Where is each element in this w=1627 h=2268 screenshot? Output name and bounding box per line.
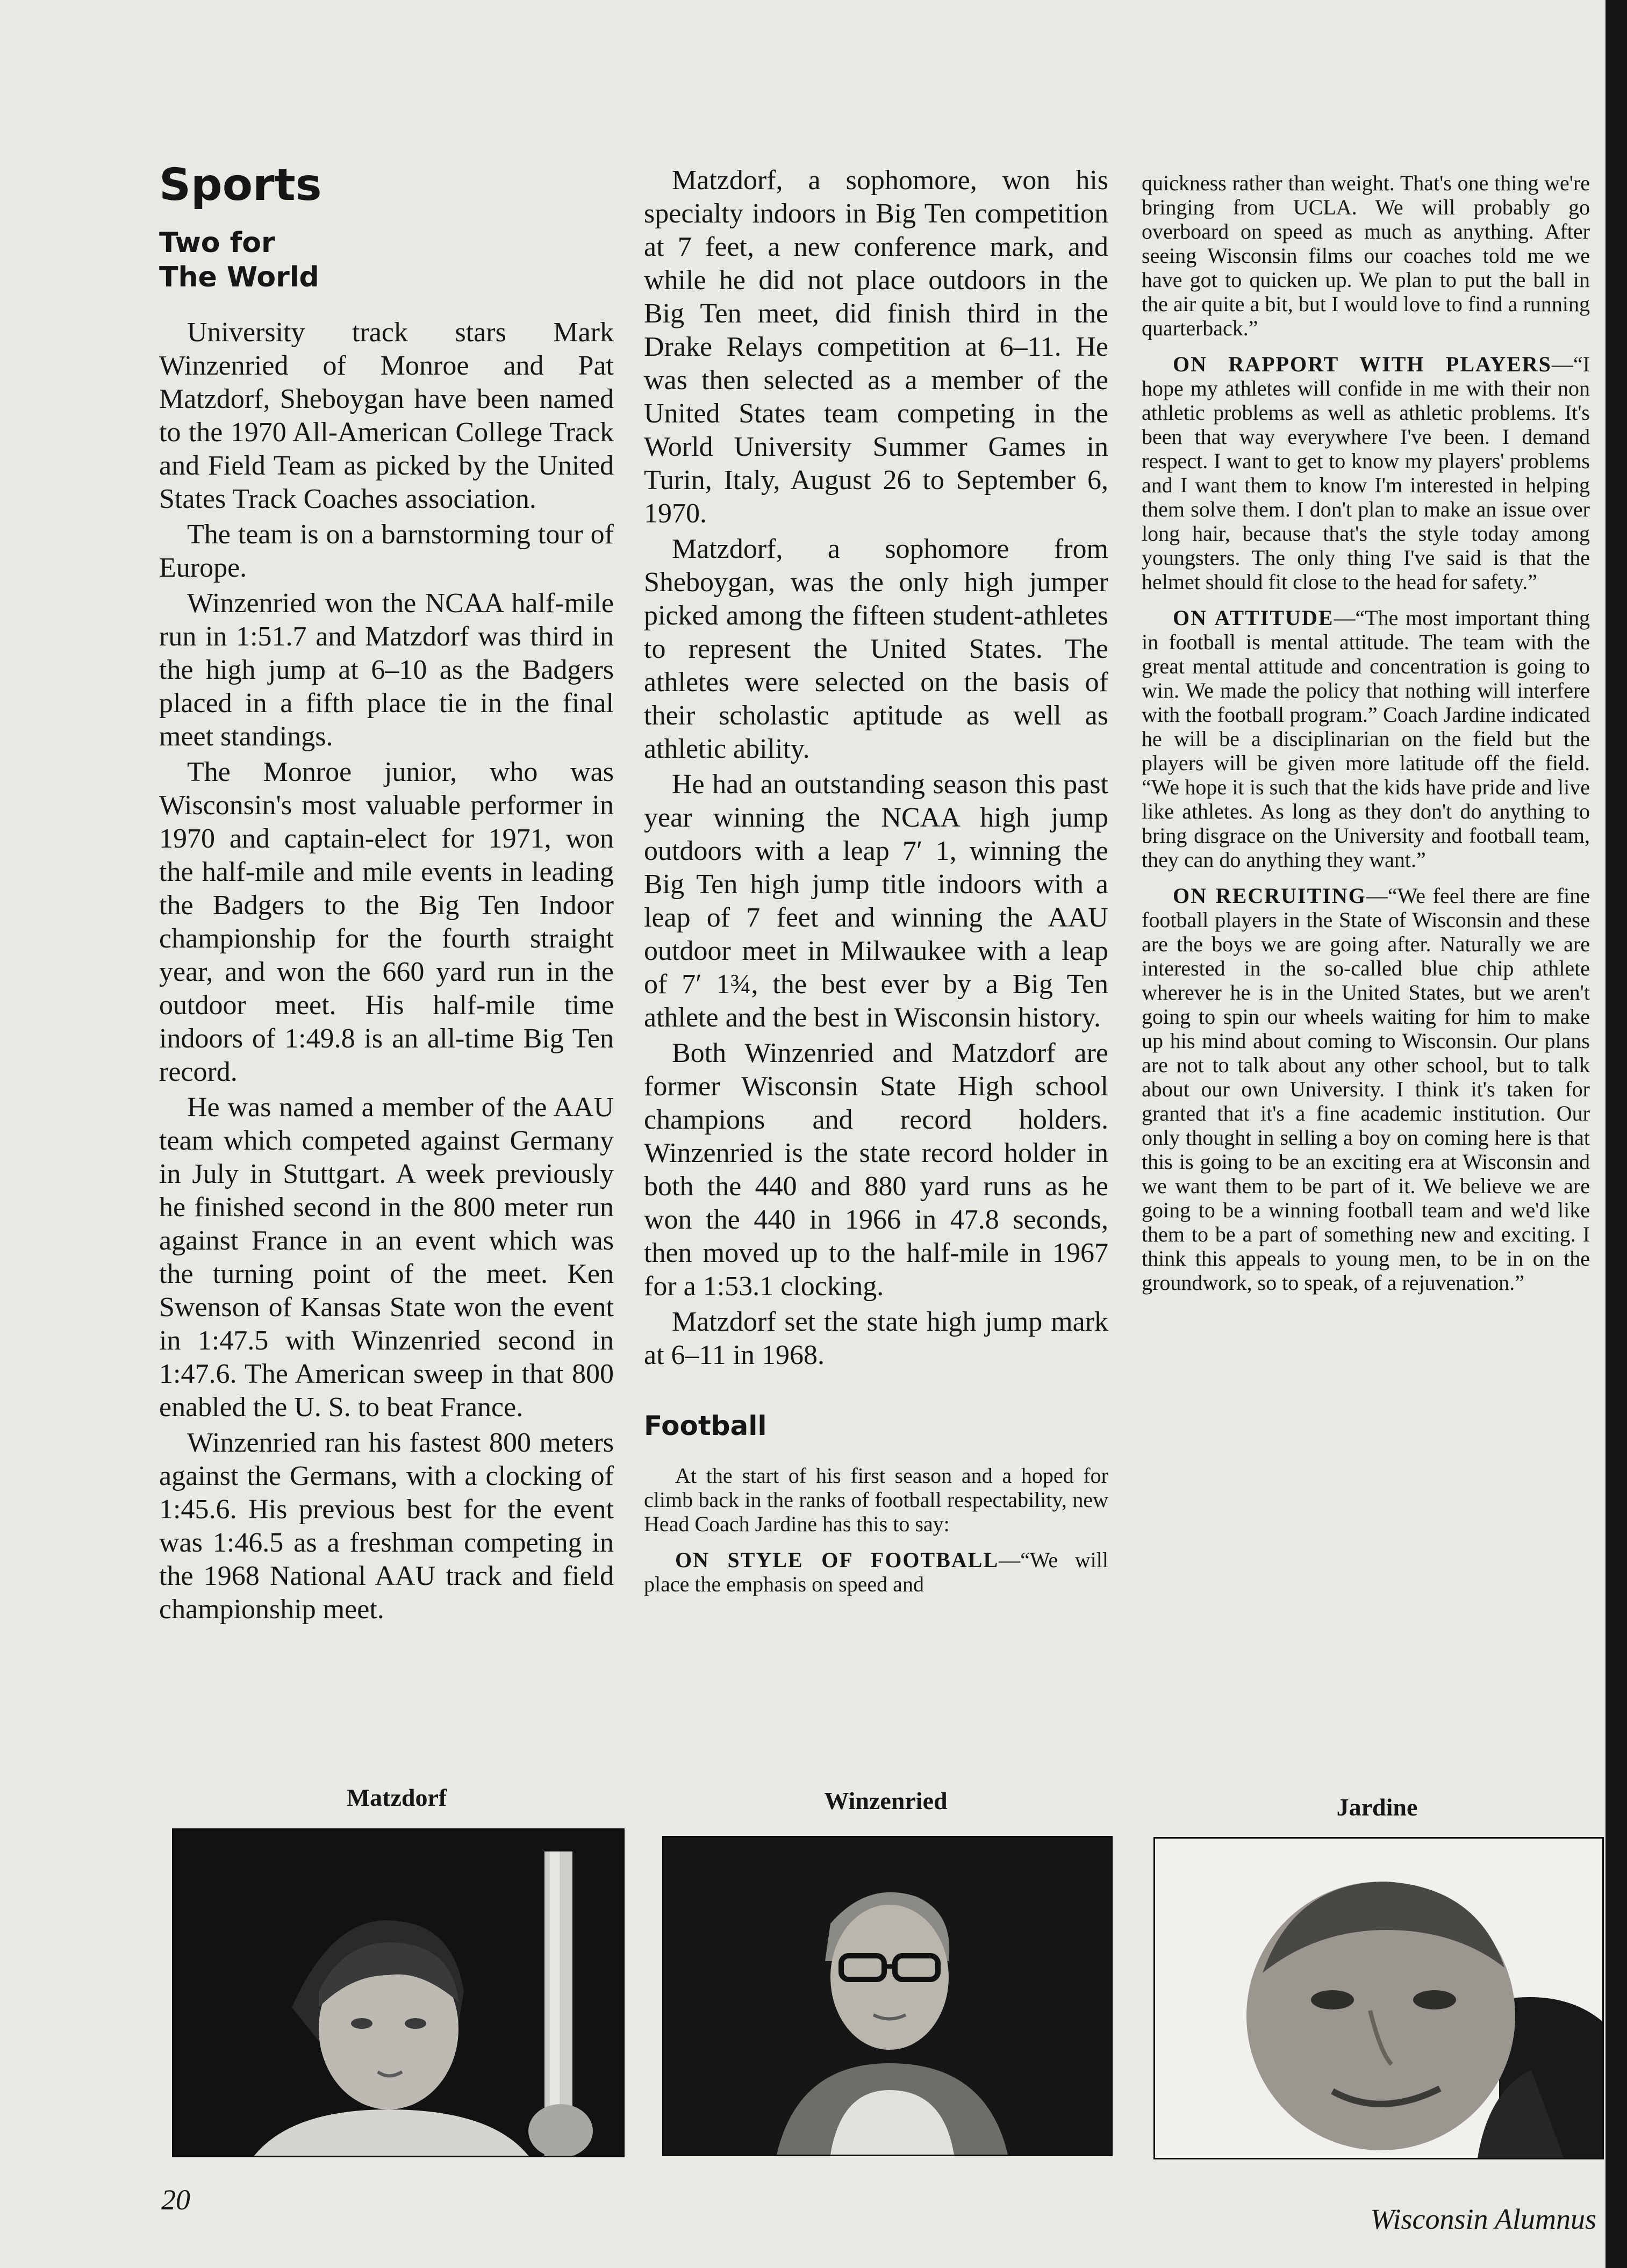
paragraph: He was named a member of the AAU team which competed against Germany in July in Stuttgart. A week previously he finished second in the 800 meter run against France in an event which was the turning point of the meet. Ken Swenson of Kansas State won the event in 1:47.5 with Winzenried second in 1:47.6. The American sweep in that 800 enabled the U. S. to beat France. (159, 1092, 614, 1423)
photo-jardine (1153, 1837, 1604, 2159)
portrait-jardine-image (1155, 1839, 1602, 2158)
rapport-paragraph (1142, 352, 1590, 594)
page-number: 20 (161, 2184, 190, 2216)
column-3 (1142, 171, 1590, 1295)
portrait-matzdorf-image (174, 1830, 623, 2156)
paragraph: Both Winzenried and Matzdorf are former Wisconsin State High school champions and record holders. Winzenried is the state record holder in both the 440 and 880 yard runs as he won the 440 in 1966 in 47.8 seconds, then moved up to the half-mile in 1967 for a 1:53.1 clocking. (644, 1038, 1108, 1302)
track-continued (644, 164, 1108, 1372)
style-paragraph-start (644, 1548, 1108, 1596)
football-intro-block (644, 1463, 1108, 1596)
attitude-paragraph (1142, 606, 1590, 872)
paragraph: University track stars Mark Winzenried of Monroe and Pat Matzdorf, Sheboygan have been named to the 1970 All-American College Track and Field Team as picked by the United States Track Coaches association. (159, 317, 614, 514)
paragraph: Matzdorf set the state high jump mark at 6–11 in 1968. (644, 1307, 1108, 1370)
column-2 (644, 164, 1108, 1596)
publication-name: Wisconsin Alumnus (1370, 2203, 1596, 2235)
paragraph: Winzenried ran his fastest 800 meters against the Germans, with a clocking of 1:45.6. His previous best for the event was 1:46.5 as a freshman competing in the 1968 National AAU track and field championship meet. (159, 1427, 614, 1625)
recruiting-lead: ON RECRUITING (1173, 884, 1366, 908)
column-1 (159, 161, 614, 1626)
style-paragraph-continued: quickness rather than weight. That's one thing we're bringing from UCLA. We will probably go overboard on speed as much as anything. After seeing Wisconsin films our coaches told me we have got to quicken up. We plan to put the ball in the air quite a bit, but I would love to find a running quarterback.” (1142, 171, 1590, 340)
style-text: —“We will place the emphasis on speed and (644, 1548, 1108, 1596)
paragraph: Matzdorf, a sophomore from Sheboygan, was the only high jumper picked among the fifteen student-athletes to represent the United States. The athletes were selected on the basis of their scholastic aptitude as well as athletic ability. (644, 534, 1108, 764)
style-lead: ON STYLE OF FOOTBALL (675, 1548, 999, 1572)
attitude-lead: ON ATTITUDE (1173, 606, 1334, 630)
recruiting-text: —“We feel there are fine football players in the State of Wisconsin and these are the boys we are going after. Naturally we are interested in the so-called blue chip athlete wherever he is in the United States, but we aren't going to spin our wheels waiting for him to make up his mind about coming to Wisconsin. Our plans are not to talk about any other school, but to talk about our own University. I think it's taken for granted that it's a fine academic institution. Our only thought in selling a boy on coming here is that this is going to be an exciting era at Wisconsin and we want them to be part of it. We believe we are going to be a winning football team and we'd like them to be a part of something new and exciting. I think this appeals to young men, to be in on the groundwork, so to speak, of a rejuvenation.” (1142, 884, 1590, 1295)
paragraph: Winzenried won the NCAA half-mile run in 1:51.7 and Matzdorf was third in the high jump at 6–10 as the Badgers placed in a fifth place tie in the final meet standings. (159, 588, 614, 752)
football-intro: At the start of his first season and a hoped for climb back in the ranks of football respectability, new Head Coach Jardine has this to say: (644, 1463, 1108, 1536)
page-edge (1606, 0, 1627, 2268)
photo-caption-winzenried: Winzenried (824, 1787, 948, 1814)
portrait-winzenried-image (664, 1838, 1111, 2155)
photo-caption-jardine: Jardine (1336, 1793, 1418, 1821)
recruiting-paragraph (1142, 884, 1590, 1295)
rapport-text: —“I hope my athletes will confide in me with their non athletic problems as well as athletic problems. It's been that way everywhere I've been. I demand respect. I want to get to know my players' problems and I want them to know I'm interested in helping them solve them. I don't plan to make an issue over long hair, because that's the style today among youngsters. The only thing I've said is that the helmet should fit close to the head for safety.” (1142, 352, 1590, 594)
attitude-text: —“The most important thing in football is mental attitude. The team with the great mental attitude and concentration is going to win. We made the policy that nothing will interfere with the football program.” Coach Jardine indicated he will be a disciplinarian on the field but the players will be given more latitude off the field. “We hope it is such that the kids have pride and live like athletes. As long as they don't do anything to bring disgrace on the University and football team, they can do anything they want.” (1142, 606, 1590, 872)
photo-caption-matzdorf: Matzdorf (346, 1784, 447, 1811)
paragraph: Matzdorf, a sophomore, won his specialty indoors in Big Ten competition at 7 feet, a new conference mark, and while he did not place outdoors in the Big Ten meet, did finish third in the Drake Relays competition at 6–11. He was then selected as a member of the United States team competing in the World University Summer Games in Turin, Italy, August 26 to September 6, 1970. (644, 165, 1108, 529)
section-heading: Sports (159, 160, 322, 211)
photo-winzenried (662, 1836, 1113, 2156)
paragraph: He had an outstanding season this past year winning the NCAA high jump outdoors with a leap 7′ 1, winning the Big Ten high jump title indoors with a leap of 7 feet and winning the AAU outdoor meet in Milwaukee with a leap of 7′ 1¾, the best ever by a Big Ten athlete and the best in Wisconsin history. (644, 769, 1108, 1033)
photo-matzdorf (172, 1828, 625, 2157)
football-heading: Football (644, 1410, 767, 1441)
paragraph: The Monroe junior, who was Wisconsin's most valuable performer in 1970 and captain-elect for 1971, won the half-mile and mile events in leading the Badgers to the Big Ten Indoor championship for the fourth straight year, and won the 660 yard run in the outdoor meet. His half-mile time indoors of 1:49.8 is an all-time Big Ten record. (159, 757, 614, 1087)
article-title: Two for The World (159, 227, 319, 293)
rapport-lead: ON RAPPORT WITH PLAYERS (1173, 352, 1552, 376)
paragraph: The team is on a barnstorming tour of Europe. (159, 519, 614, 583)
